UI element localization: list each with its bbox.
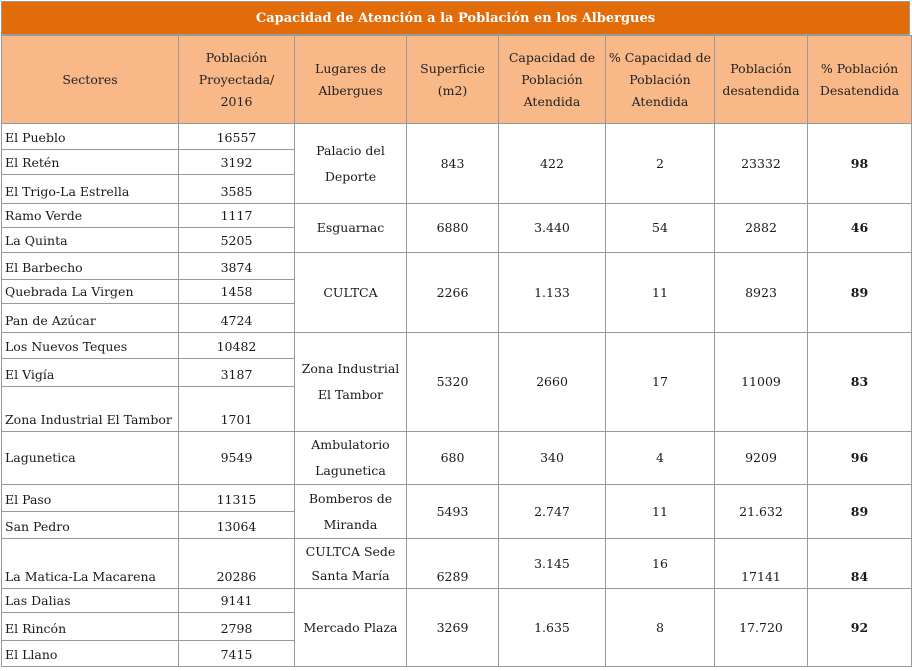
sector-name: El Pueblo — [2, 124, 179, 150]
table-row — [2, 589, 912, 613]
table-row — [2, 539, 912, 589]
albergue-capacidad: 2.747 — [499, 485, 606, 539]
albergue-capacidad: 3.145 — [499, 539, 606, 589]
albergue-pct-capacidad: 8 — [606, 589, 715, 667]
sector-name: San Pedro — [2, 512, 179, 539]
table-row — [2, 204, 912, 228]
table-row — [2, 432, 912, 485]
albergue-superficie: 680 — [407, 432, 499, 485]
sector-name: Ramo Verde — [2, 204, 179, 228]
sector-population: 3874 — [179, 253, 295, 280]
sector-population: 9141 — [179, 589, 295, 613]
sector-name: Quebrada La Virgen — [2, 280, 179, 304]
albergue-pct-capacidad: 54 — [606, 204, 715, 253]
sector-population: 4724 — [179, 304, 295, 333]
albergue-superficie: 3269 — [407, 589, 499, 667]
sector-population: 16557 — [179, 124, 295, 150]
albergue-desatendida: 2882 — [715, 204, 808, 253]
albergue-superficie: 843 — [407, 124, 499, 204]
sector-population: 20286 — [179, 539, 295, 589]
header-desatendida: Población desatendida — [715, 36, 808, 124]
header-row — [2, 36, 912, 124]
albergue-capacidad: 422 — [499, 124, 606, 204]
albergue-name: CULTCA Sede Santa María — [295, 539, 407, 589]
sector-name: Pan de Azúcar — [2, 304, 179, 333]
albergue-pct-desatendida: 98 — [808, 124, 912, 204]
albergue-pct-desatendida: 92 — [808, 589, 912, 667]
header-superficie: Superficie (m2) — [407, 36, 499, 124]
albergue-pct-desatendida: 89 — [808, 253, 912, 333]
sector-name: El Trigo-La Estrella — [2, 175, 179, 204]
albergue-pct-desatendida: 84 — [808, 539, 912, 589]
table-row — [2, 333, 912, 359]
sector-population: 2798 — [179, 613, 295, 641]
albergue-superficie: 5493 — [407, 485, 499, 539]
sector-population: 3187 — [179, 359, 295, 387]
albergue-pct-desatendida: 46 — [808, 204, 912, 253]
albergue-name: CULTCA — [295, 253, 407, 333]
albergue-superficie: 5320 — [407, 333, 499, 432]
albergue-desatendida: 11009 — [715, 333, 808, 432]
table-row — [2, 485, 912, 512]
header-lugares: Lugares de Albergues — [295, 36, 407, 124]
sector-population: 7415 — [179, 641, 295, 667]
table-row — [2, 124, 912, 150]
albergue-pct-capacidad: 17 — [606, 333, 715, 432]
albergue-name: Mercado Plaza — [295, 589, 407, 667]
sector-population: 5205 — [179, 228, 295, 253]
albergue-pct-capacidad: 11 — [606, 253, 715, 333]
albergue-name: Bomberos de Miranda — [295, 485, 407, 539]
albergue-name: Ambulatorio Lagunetica — [295, 432, 407, 485]
albergue-name: Palacio del Deporte — [295, 124, 407, 204]
header-sectores: Sectores — [2, 36, 179, 124]
albergue-pct-capacidad: 2 — [606, 124, 715, 204]
sector-population: 1117 — [179, 204, 295, 228]
sector-name: El Retén — [2, 150, 179, 175]
sector-name: El Paso — [2, 485, 179, 512]
sector-name: Los Nuevos Teques — [2, 333, 179, 359]
albergue-capacidad: 340 — [499, 432, 606, 485]
albergue-name: Esguarnac — [295, 204, 407, 253]
sector-population: 13064 — [179, 512, 295, 539]
sector-name: El Barbecho — [2, 253, 179, 280]
header-pct-capacidad: % Capacidad de Población Atendida — [606, 36, 715, 124]
sector-population: 1701 — [179, 387, 295, 432]
albergue-capacidad: 1.635 — [499, 589, 606, 667]
sector-population: 9549 — [179, 432, 295, 485]
sector-name: El Llano — [2, 641, 179, 667]
albergue-capacidad: 1.133 — [499, 253, 606, 333]
albergue-pct-desatendida: 96 — [808, 432, 912, 485]
albergue-desatendida: 17.720 — [715, 589, 808, 667]
albergue-superficie: 2266 — [407, 253, 499, 333]
header-poblacion: Población Proyectada/ 2016 — [179, 36, 295, 124]
albergue-desatendida: 17141 — [715, 539, 808, 589]
header-pct-desatendida: % Población Desatendida — [808, 36, 912, 124]
table-title: Capacidad de Atención a la Población en los Albergues — [1, 1, 910, 35]
albergue-capacidad: 3.440 — [499, 204, 606, 253]
albergue-desatendida: 8923 — [715, 253, 808, 333]
albergue-pct-capacidad: 4 — [606, 432, 715, 485]
sector-name: Zona Industrial El Tambor — [2, 387, 179, 432]
albergue-desatendida: 23332 — [715, 124, 808, 204]
sector-population: 10482 — [179, 333, 295, 359]
albergue-desatendida: 9209 — [715, 432, 808, 485]
albergue-pct-capacidad: 11 — [606, 485, 715, 539]
albergue-pct-desatendida: 83 — [808, 333, 912, 432]
sector-name: El Rincón — [2, 613, 179, 641]
albergue-pct-capacidad: 16 — [606, 539, 715, 589]
table-row — [2, 253, 912, 280]
sector-population: 3192 — [179, 150, 295, 175]
sector-name: Las Dalias — [2, 589, 179, 613]
albergue-name: Zona Industrial El Tambor — [295, 333, 407, 432]
sector-population: 11315 — [179, 485, 295, 512]
header-capacidad: Capacidad de Población Atendida — [499, 36, 606, 124]
sector-name: El Vigía — [2, 359, 179, 387]
albergue-pct-desatendida: 89 — [808, 485, 912, 539]
sector-population: 3585 — [179, 175, 295, 204]
shelter-capacity-table — [1, 35, 912, 667]
sector-name: La Matica-La Macarena — [2, 539, 179, 589]
albergue-superficie: 6289 — [407, 539, 499, 589]
sector-name: La Quinta — [2, 228, 179, 253]
albergue-capacidad: 2660 — [499, 333, 606, 432]
sector-population: 1458 — [179, 280, 295, 304]
albergue-desatendida: 21.632 — [715, 485, 808, 539]
sector-name: Lagunetica — [2, 432, 179, 485]
albergue-superficie: 6880 — [407, 204, 499, 253]
